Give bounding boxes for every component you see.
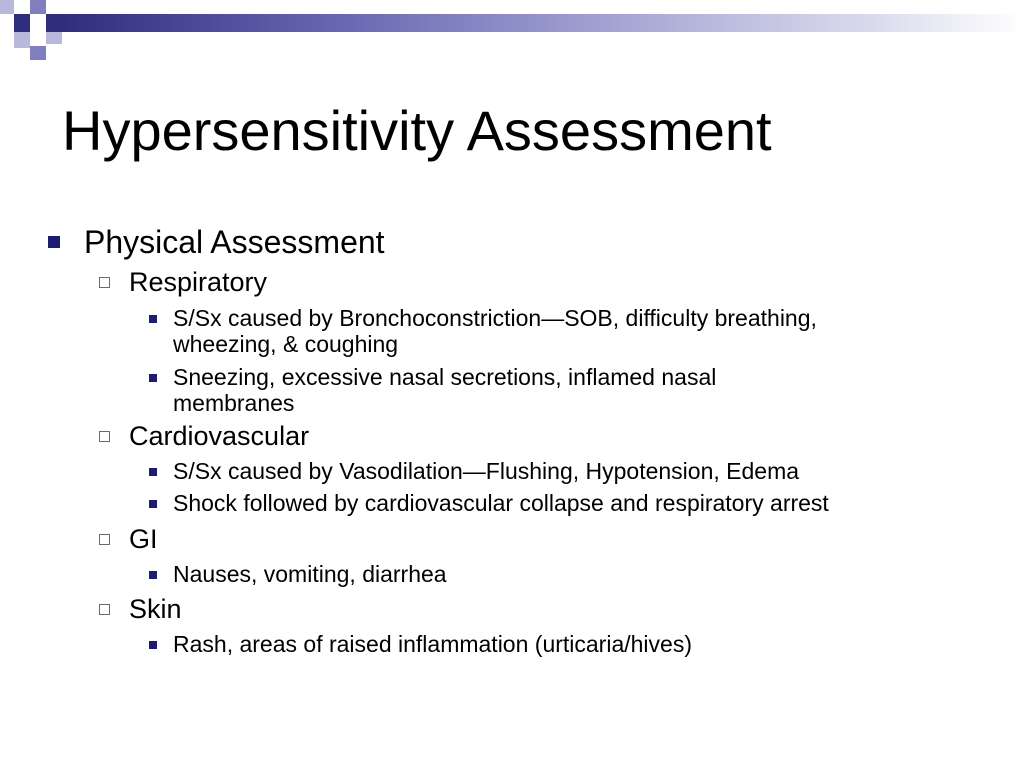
level2-item-skin: Skin	[129, 594, 182, 624]
small-filled-square-bullet-icon	[149, 641, 157, 649]
level3-item-sneezing-line2: membranes	[173, 390, 295, 416]
level2-item-cardiovascular: Cardiovascular	[129, 421, 310, 451]
level3-item-rash: Rash, areas of raised inflammation (urticaria/hives)	[173, 631, 692, 657]
hollow-square-bullet-icon	[99, 534, 110, 545]
small-filled-square-bullet-icon	[149, 468, 157, 476]
level3-item-bronchoconstriction-line2: wheezing, & coughing	[173, 331, 399, 357]
filled-square-bullet-icon	[48, 236, 60, 248]
small-filled-square-bullet-icon	[149, 500, 157, 508]
level3-item-vasodilation: S/Sx caused by Vasodilation—Flushing, Hypotension, Edema	[173, 458, 800, 484]
small-filled-square-bullet-icon	[149, 571, 157, 579]
small-filled-square-bullet-icon	[149, 315, 157, 323]
level3-item-sneezing-line1: Sneezing, excessive nasal secretions, inflamed nasal	[173, 364, 717, 390]
level3-item-nausea: Nauses, vomiting, diarrhea	[173, 561, 447, 587]
level2-item-gi: GI	[129, 524, 158, 554]
hollow-square-bullet-icon	[99, 277, 110, 288]
hollow-square-bullet-icon	[99, 431, 110, 442]
slide-title: Hypersensitivity Assessment	[62, 99, 772, 162]
level3-item-shock: Shock followed by cardiovascular collapse and respiratory arrest	[173, 490, 829, 516]
level1-item-physical-assessment: Physical Assessment	[84, 224, 385, 260]
hollow-square-bullet-icon	[99, 604, 110, 615]
small-filled-square-bullet-icon	[149, 374, 157, 382]
level2-item-respiratory: Respiratory	[129, 267, 268, 297]
level3-item-bronchoconstriction-line1: S/Sx caused by Bronchoconstriction—SOB, difficulty breathing,	[173, 305, 817, 331]
